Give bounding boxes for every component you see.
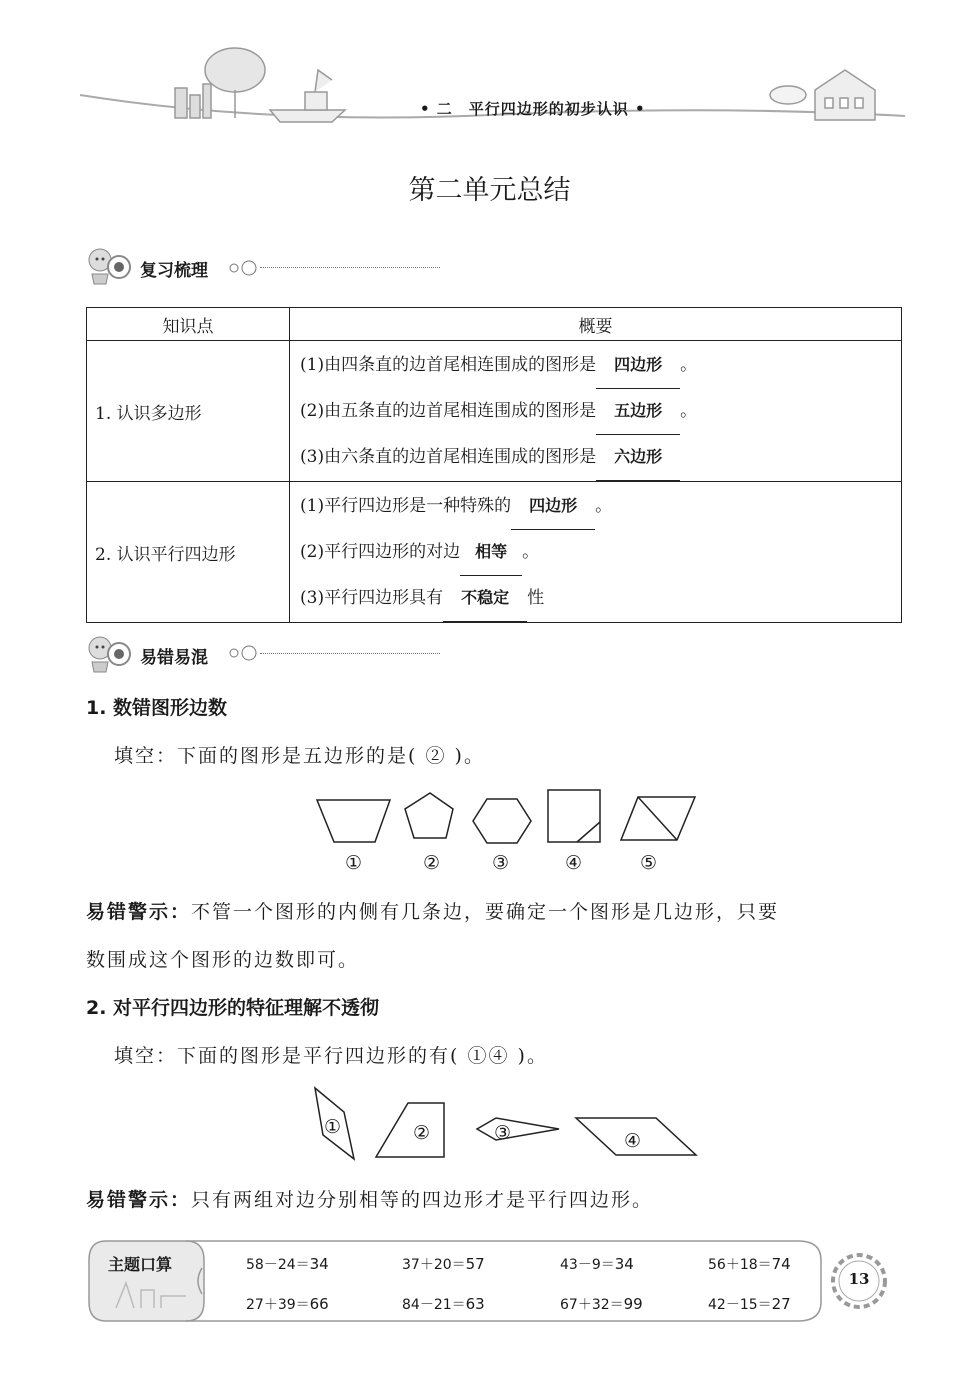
summary-text: (2)由五条直的边首尾相连围成的图形是 <box>300 401 597 421</box>
summary-text: (3)平行四边形具有 <box>300 588 444 608</box>
question-heading: 1. 数错图形边数 <box>86 697 228 719</box>
shape-label: ④ <box>624 1130 644 1152</box>
page-number: 13 <box>848 1270 870 1288</box>
calc-expr: 67＋32＝ <box>560 1297 624 1313</box>
summary-line <box>300 483 900 529</box>
warning-body: 不管一个图形的内侧有几条边，要确定一个图形是几边形，只要 <box>191 901 780 923</box>
prompt-text: )。 <box>454 745 485 767</box>
summary-post: 。 <box>522 542 540 562</box>
summary-line <box>300 388 900 434</box>
warning-text <box>86 1185 653 1212</box>
page-title: 第二单元总结 <box>408 175 571 206</box>
summary-line <box>300 575 900 621</box>
summary-line <box>300 434 900 480</box>
answer-blank: 四边形 <box>511 483 595 530</box>
question-heading: 2. 对平行四边形的特征理解不透彻 <box>86 997 380 1019</box>
circle-ornament-icon <box>228 645 260 661</box>
calc-expr: 37＋20＝ <box>402 1257 466 1273</box>
parallelogram-with-diagonal-shape <box>621 797 695 840</box>
calc-answer: 66 <box>309 1295 329 1313</box>
footer-label: 主题口算 <box>108 1255 173 1274</box>
header-knowledge: 知识点 <box>87 308 290 341</box>
table-header-row <box>87 308 902 341</box>
shape-label: ① <box>345 852 365 874</box>
calc-answer: 34 <box>614 1255 634 1273</box>
calc-expr: 27＋39＝ <box>246 1297 310 1313</box>
summary-cell <box>290 482 902 623</box>
calc-answer: 99 <box>623 1295 643 1313</box>
calc-expr: 43－9＝ <box>560 1257 615 1273</box>
calc-answer: 63 <box>465 1295 485 1313</box>
summary-line <box>300 342 900 388</box>
table-row <box>87 482 902 623</box>
section-divider <box>260 653 440 654</box>
calc-expr: 56＋18＝ <box>708 1257 772 1273</box>
summary-text: (1)由四条直的边首尾相连围成的图形是 <box>300 355 597 375</box>
summary-cell <box>290 341 902 482</box>
calc-answer: 57 <box>465 1255 485 1273</box>
calc-item <box>402 1294 485 1314</box>
calc-item <box>560 1294 643 1314</box>
shape-label: ③ <box>492 852 512 874</box>
tree-illustration <box>175 48 265 118</box>
circle-ornament-icon <box>228 260 260 276</box>
header-summary: 概要 <box>290 308 902 341</box>
calc-expr: 84－21＝ <box>402 1297 466 1313</box>
boat-illustration <box>270 70 345 122</box>
answer-text: ② <box>425 745 447 767</box>
prompt-text: 填空：下面的图形是五边形的是( <box>114 745 418 767</box>
kite-3-shape <box>477 1118 559 1140</box>
summary-post: 性 <box>527 588 545 608</box>
mascot-icon <box>86 244 136 286</box>
pentagon-shape <box>405 793 453 838</box>
prompt-text: )。 <box>517 1045 548 1067</box>
calc-item <box>246 1294 329 1314</box>
summary-post: 。 <box>680 401 698 421</box>
mascot-icon <box>86 632 136 674</box>
trapezoid-2-shape <box>376 1103 444 1157</box>
calc-answer: 27 <box>771 1295 791 1313</box>
warning-label: 易错警示： <box>86 1189 192 1211</box>
shape-label: ④ <box>565 852 585 874</box>
calc-item <box>402 1254 485 1274</box>
topic-cell: 2. 认识平行四边形 <box>87 482 290 623</box>
answer-blank: 相等 <box>460 529 522 576</box>
section-divider <box>260 267 440 268</box>
summary-text: (3)由六条直的边首尾相连围成的图形是 <box>300 447 597 467</box>
shape-label: ⑤ <box>640 852 660 874</box>
answer-blank: 四边形 <box>596 342 680 389</box>
summary-post: 。 <box>595 496 613 516</box>
summary-post: 。 <box>680 355 698 375</box>
answer-blank: 六边形 <box>596 434 680 481</box>
calc-item <box>560 1254 634 1274</box>
calc-item <box>708 1294 791 1314</box>
summary-line <box>300 529 900 575</box>
square-with-cut-shape <box>548 790 600 842</box>
table-row <box>87 341 902 482</box>
summary-text: (1)平行四边形是一种特殊的 <box>300 496 512 516</box>
warning-text <box>86 897 779 924</box>
shape-label: ① <box>324 1116 344 1138</box>
calc-answer: 34 <box>309 1255 329 1273</box>
prompt-text: 填空：下面的图形是平行四边形的有( <box>114 1045 460 1067</box>
answer-blank: 不稳定 <box>443 575 527 622</box>
warning-text-cont: 数围成这个图形的边数即可。 <box>86 949 360 971</box>
question-prompt <box>114 741 485 768</box>
calc-answer: 74 <box>771 1255 791 1273</box>
summary-text: (2)平行四边形的对边 <box>300 542 461 562</box>
trapezoid-shape <box>317 800 390 842</box>
shape-label: ② <box>423 852 443 874</box>
answer-text: ①④ <box>467 1045 510 1067</box>
shape-label: ② <box>413 1122 433 1144</box>
question-prompt <box>114 1041 548 1068</box>
calc-item <box>708 1254 791 1274</box>
house-illustration <box>770 70 875 120</box>
shape-label: ③ <box>494 1122 514 1144</box>
topic-cell: 1. 认识多边形 <box>87 341 290 482</box>
footer-frame <box>86 1238 916 1324</box>
section-label-mistakes: 易错易混 <box>140 648 208 668</box>
header-title: • 二 平行四边形的初步认识 • <box>420 100 646 118</box>
calc-expr: 42－15＝ <box>708 1297 772 1313</box>
warning-label: 易错警示： <box>86 901 192 923</box>
calc-item <box>246 1254 329 1274</box>
calc-expr: 58－24＝ <box>246 1257 310 1273</box>
hexagon-shape <box>473 799 531 843</box>
warning-body: 只有两组对边分别相等的四边形才是平行四边形。 <box>191 1189 654 1211</box>
answer-blank: 五边形 <box>596 388 680 435</box>
section-label-review: 复习梳理 <box>140 261 208 281</box>
review-table <box>86 307 902 623</box>
